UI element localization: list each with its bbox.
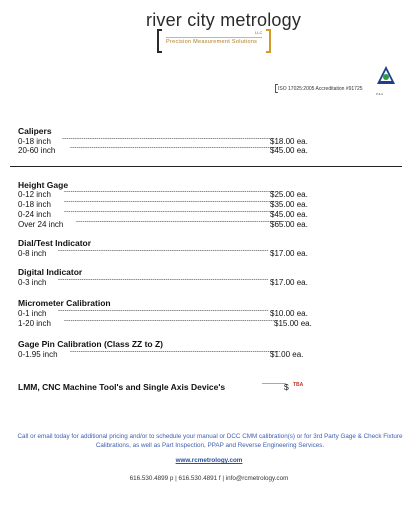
section-title-height-gage: Height Gage (18, 180, 69, 190)
accreditation-text: ISO 17025:2005 Accreditation #91725 (278, 86, 363, 92)
row-label: 0-1.95 inch (18, 350, 58, 359)
row-label: 0-24 inch (18, 210, 51, 219)
row-price: $45.00 ea. (270, 210, 308, 219)
lmm-price: $ (284, 382, 289, 392)
leader-dashes: -------------------------------------------------------------------------------------------------- (58, 277, 269, 283)
section-title-dial-test-indicator: Dial/Test Indicator (18, 238, 92, 248)
row-price: $35.00 ea. (270, 200, 308, 209)
row-price: $10.00 ea. (270, 309, 308, 318)
row-label: Over 24 inch (18, 220, 64, 229)
section-title-gage-pin-calibration: Gage Pin Calibration (Class ZZ to Z) (18, 339, 163, 349)
row-label: 0-12 inch (18, 190, 51, 199)
leader-dashes: -------------------------------------------------------------------------------------------------- (64, 199, 275, 205)
row-price: $25.00 ea. (270, 190, 308, 199)
company-logo-subtitle: Precision Measurement Solutions (166, 39, 258, 45)
leader-dashes: -------------------------------------------------------------------------------------------------- (62, 136, 273, 142)
row-price: $17.00 ea. (270, 278, 308, 287)
row-price: $1.00 ea. (270, 350, 304, 359)
leader-dashes: -------------------------------------------------------------------------------------------------- (76, 219, 287, 225)
row-price: $45.00 ea. (270, 146, 308, 155)
accreditation-logo-label: PJLA (376, 92, 384, 96)
leader-dashes: -------------------------------------------------------------------------------------------------- (58, 308, 269, 314)
section-divider (10, 166, 402, 167)
call-to-action-text: Call or email today for additional pricing and/or to schedule your manual or DCC CMM calibration(s) or for 3rd Party Gage & Check Fixture Calibrations, as well as Part Inspection, PPAP and Reverse Engineering Services. (17, 433, 403, 449)
row-label: 20-60 inch (18, 146, 56, 155)
row-price: $18.00 ea. (270, 137, 308, 146)
row-label: 0-1 inch (18, 309, 47, 318)
leader-dashes: -------------------------------------------------------------------------------------------------- (64, 318, 275, 324)
logo-bracket-left (157, 29, 162, 53)
leader-dashes: -------------------------------------------------------------------------------------------------- (70, 145, 281, 151)
company-logo-llc: LLC (255, 30, 263, 35)
section-title-calipers: Calipers (18, 126, 52, 136)
row-price: $17.00 ea. (270, 249, 308, 258)
section-title-micrometer-calibration: Micrometer Calibration (18, 298, 111, 308)
leader-dashes: -------------------------------------------------------------------------------------------------- (64, 189, 275, 195)
website-link[interactable]: www.rcmetrology.com (175, 457, 243, 464)
lmm-leader-dashes: ------------ (262, 381, 286, 387)
lmm-price-note: TBA (293, 382, 304, 388)
logo-divider-line (166, 37, 262, 38)
row-label: 0-3 inch (18, 278, 47, 287)
row-price: $15.00 ea. (274, 319, 312, 328)
row-label: 0-18 inch (18, 137, 51, 146)
leader-dashes: -------------------------------------------------------------------------------------------------- (58, 248, 269, 254)
row-label: 0-18 inch (18, 200, 51, 209)
logo-bracket-right (266, 29, 271, 53)
company-logo-title: river city metrology (146, 10, 302, 30)
row-price: $65.00 ea. (270, 220, 308, 229)
leader-dashes: -------------------------------------------------------------------------------------------------- (64, 209, 275, 215)
contact-info: 616.530.4899 p | 616.530.4891 f | info@rcmetrology.com (129, 475, 289, 482)
row-label: 1-20 inch (18, 319, 51, 328)
leader-dashes: -------------------------------------------------------------------------------------------------- (70, 349, 281, 355)
accreditation-logo-icon (376, 64, 396, 90)
section-title-digital-indicator: Digital Indicator (18, 267, 83, 277)
lmm-label: LMM, CNC Machine Tool's and Single Axis Device's (18, 382, 226, 392)
row-label: 0-8 inch (18, 249, 47, 258)
